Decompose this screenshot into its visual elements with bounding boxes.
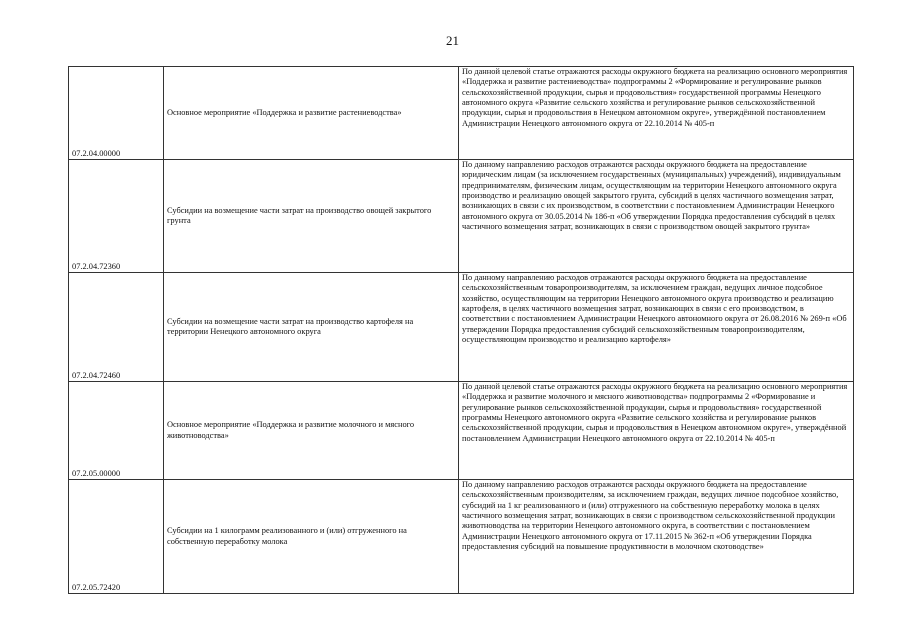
table-row <box>69 382 854 480</box>
target-article-description: По данному направлению расходов отражаются расходы окружного бюджета на предоставление сельскохозяйственным производителям, за исключением граждан, ведущих личное подсобное хозяйство, субсидий на 1 кг реализованного и (или) отгруженного на собственную переработку молока в целях частичного возмещения затрат, возникающих в связи с производством сельскохозяйственной продукции животноводства на территории Ненецкого автономного округа, в соответствии с постановлением Администрации Ненецкого автономного округа от 17.11.2015 № 362-п «Об утверждении Порядка предоставления субсидий на повышение продуктивности в молочном скотоводстве» <box>459 480 854 594</box>
target-article-code: 07.2.05.72420 <box>69 480 164 594</box>
target-article-code: 07.2.04.00000 <box>69 67 164 160</box>
target-article-description: По данной целевой статье отражаются расходы окружного бюджета на реализацию основного мероприятия «Поддержка и развитие растениеводства» подпрограммы 2 «Формирование и регулирование рынков сельскохозяйственной продукции, сырья и продовольствия» государственной программы Ненецкого автономного округа «Развитие сельского хозяйства и регулирование рынков сельскохозяйственной продукции, сырья и продовольствия в Ненецком автономном округе», утверждённой постановлением Администрации Ненецкого автономного округа от 22.10.2014 № 405-п <box>459 67 854 160</box>
target-article-name: Субсидии на 1 килограмм реализованного и (или) отгруженного на собственную переработку молока <box>164 480 459 594</box>
target-article-name: Субсидии на возмещение части затрат на производство картофеля на территории Ненецкого автономного округа <box>164 273 459 382</box>
table-row <box>69 273 854 382</box>
target-article-name: Субсидии на возмещение части затрат на производство овощей закрытого грунта <box>164 160 459 273</box>
target-article-code: 07.2.04.72360 <box>69 160 164 273</box>
target-article-code: 07.2.05.00000 <box>69 382 164 480</box>
target-article-code: 07.2.04.72460 <box>69 273 164 382</box>
table-row <box>69 160 854 273</box>
table-row <box>69 480 854 594</box>
target-article-description: По данной целевой статье отражаются расходы окружного бюджета на реализацию основного мероприятия «Поддержка и развитие молочного и мясного животноводства» подпрограммы 2 «Формирование и регулирование рынков сельскохозяйственной продукции, сырья и продовольствия» государственной программы Ненецкого автономного округа «Развитие сельского хозяйства и регулирование рынков сельскохозяйственной продукции, сырья и продовольствия в Ненецком автономном округе», утверждённой постановлением Администрации Ненецкого автономного округа от 22.10.2014 № 405-п <box>459 382 854 480</box>
table-row <box>69 67 854 160</box>
target-article-name: Основное мероприятие «Поддержка и развитие растениеводства» <box>164 67 459 160</box>
target-article-description: По данному направлению расходов отражаются расходы окружного бюджета на предоставление юридическим лицам (за исключением государственных (муниципальных) учреждений), индивидуальным предпринимателям, физическим лицам, осуществляющим на территории Ненецкого автономного округа производство и реализацию овощей закрытого грунта, субсидий в целях частичного возмещения затрат, возникающих в связи с их производством, в соответствии с постановлением Администрации Ненецкого автономного округа от 30.05.2014 № 186-п «Об утверждении Порядка предоставления субсидий в целях частичного возмещения затрат, возникающих в связи с производством овощей закрытого грунта» <box>459 160 854 273</box>
target-article-name: Основное мероприятие «Поддержка и развитие молочного и мясного животноводства» <box>164 382 459 480</box>
target-article-description: По данному направлению расходов отражаются расходы окружного бюджета на предоставление сельскохозяйственным товаропроизводителям, за исключением граждан, ведущих личное подсобное хозяйство, осуществляющим на территории Ненецкого автономного округа производство и реализацию картофеля, в целях частичного возмещения затрат, возникающих в связи с его производством, в соответствии с постановлением Администрации Ненецкого автономного округа от 26.08.2016 № 269-п «Об утверждении Порядка предоставления субсидий сельскохозяйственным товаропроизводителям, осуществляющим производство и реализацию картофеля» <box>459 273 854 382</box>
budget-classification-table <box>68 66 854 594</box>
page-number: 21 <box>446 33 459 48</box>
